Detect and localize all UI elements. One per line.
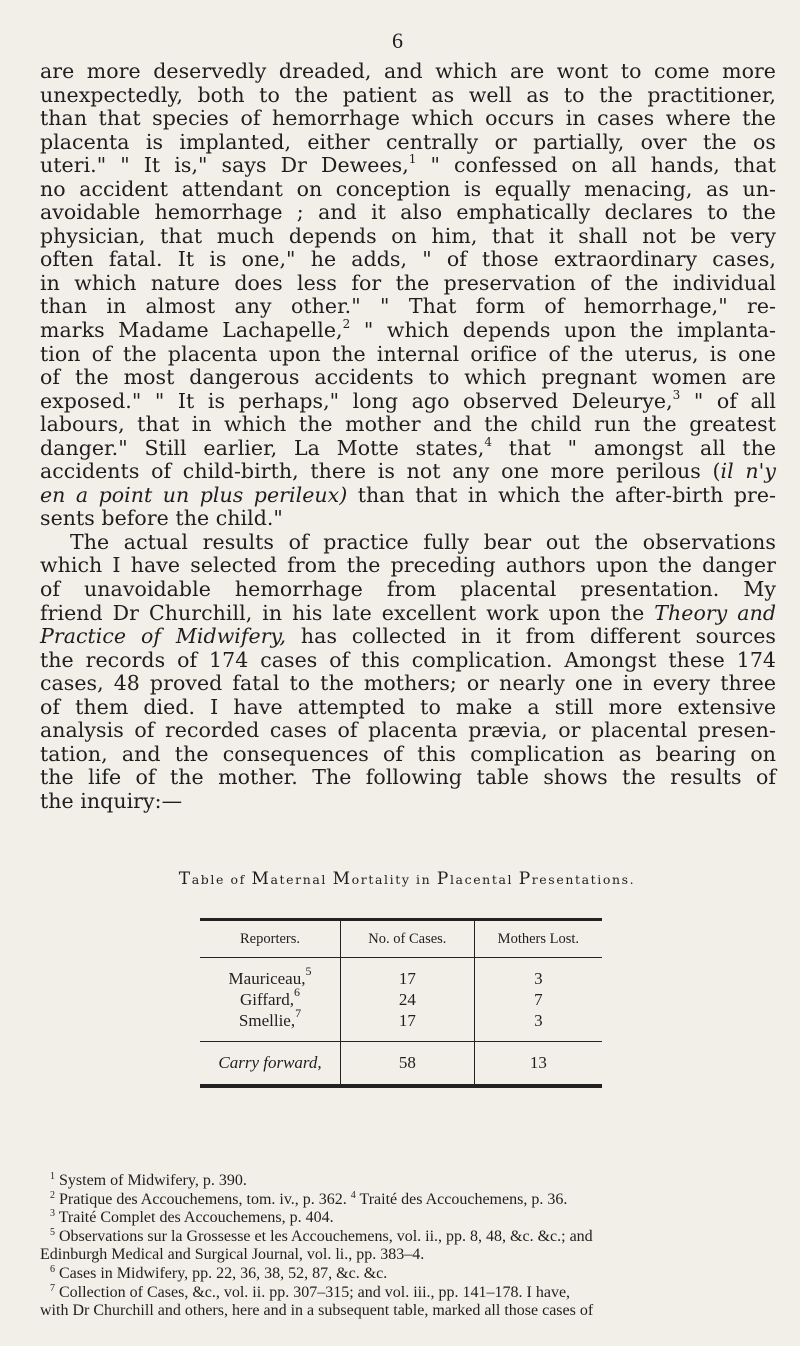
text-line: which I have selected from the preceding authors upon the danger (40, 553, 776, 578)
cases-cell (341, 958, 475, 1042)
footnote: Edinburgh Medical and Surgical Journal, vol. li., pp. 383–4. (40, 1246, 425, 1264)
reporter-name (201, 1006, 339, 1031)
lost-cell (474, 958, 602, 1042)
caption-part: able of (191, 872, 252, 887)
text-line: analysis of recorded cases of placenta prævia, or placental presen- (40, 718, 776, 743)
text-fragment: danger." Still earlier, La Motte states, (40, 435, 485, 460)
footnote-text: Collection of Cases, &c., vol. ii. pp. 307–315; and vol. iii., pp. 141–178. I have, (55, 1283, 571, 1301)
footnote-ref: 2 (342, 317, 351, 332)
text-line: unexpectedly, both to the patient as well as to the practitioner, (40, 82, 776, 107)
text-line: The actual results of practice fully bear out the observations (70, 529, 776, 554)
text-fragment: friend Dr Churchill, in his late excellent work upon the (40, 600, 655, 625)
text-line (40, 602, 776, 626)
text-line: the inquiry:— (40, 788, 183, 813)
caption-part: aternal (270, 872, 333, 887)
text-line: of them died. I have attempted to make a still more extensive (40, 694, 776, 719)
footnote (40, 1284, 778, 1303)
reporter-name (201, 964, 339, 989)
footnote-ref: 3 (672, 387, 681, 402)
reporter-label: Giffard, (240, 990, 294, 1009)
text-fragment: has collected in it from different sources (286, 624, 776, 649)
footnote (40, 1172, 778, 1191)
lost-value: 3 (534, 969, 543, 988)
text-fragment: than that in which the after-birth pre- (347, 482, 776, 507)
footnote-number: 2 (50, 1189, 55, 1201)
text-line: tion of the placenta upon the internal orifice of the uterus, is one (40, 341, 776, 366)
footnote-ref: 7 (295, 1006, 302, 1020)
footnote-text: Cases in Midwifery, pp. 22, 36, 38, 52, 87, &c. &c. (55, 1264, 388, 1282)
lost-value: 7 (534, 990, 543, 1009)
text-fragment: uteri." " It is," says Dr Dewees, (40, 153, 409, 178)
footnote: with Dr Churchill and others, here and in a subsequent table, marked all those cases of (40, 1302, 594, 1320)
cases-value: 17 (398, 1011, 416, 1030)
text-line (40, 484, 776, 508)
header-cases: No. of Cases. (341, 920, 475, 958)
mortality-table (200, 918, 602, 1088)
footnote-ref: 1 (408, 152, 417, 167)
reporter-label: Smellie, (238, 1011, 296, 1030)
text-line: tation, and the consequences of this complication as bearing on (40, 741, 776, 766)
footnote-text: Traité Complet des Accouchemens, p. 404. (55, 1209, 334, 1227)
total-lost: 13 (474, 1042, 602, 1087)
text-line: than that species of hemorrhage which occurs in cases where the (40, 106, 776, 131)
page-number: 6 (392, 28, 403, 53)
text-fragment: exposed." " It is perhaps," long ago observed Deleurye, (40, 388, 673, 413)
text-line: of unavoidable hemorrhage from placental presentation. My (40, 577, 776, 602)
footnote-text: System of Midwifery, p. 390. (55, 1172, 247, 1189)
caption-part: P (518, 869, 532, 889)
footnote-ref: 5 (305, 964, 312, 978)
text-line (40, 625, 776, 649)
header-reporters: Reporters. (200, 920, 341, 958)
cases-value: 17 (398, 969, 416, 988)
footnote-number: 6 (50, 1263, 55, 1275)
text-line: cases, 48 proved fatal to the mothers; or nearly one in every three (40, 671, 776, 696)
text-line (40, 387, 776, 414)
caption-part: T (178, 869, 192, 889)
text-line: of the most dangerous accidents to which pregnant women are (40, 365, 776, 390)
total-cases: 58 (341, 1042, 475, 1087)
text-line: often fatal. It is one," he adds, " of those extraordinary cases, (40, 247, 776, 272)
cases-value: 24 (398, 990, 416, 1009)
footnote-number: 3 (50, 1208, 55, 1220)
table-data-rows (200, 958, 602, 1042)
footnote-number: 5 (50, 1226, 55, 1238)
text-line: the records of 174 cases of this complication. Amongst these 174 (40, 647, 776, 672)
caption-part: P (436, 869, 450, 889)
text-line: than in almost any other." " That form of hemorrhage," re- (40, 294, 776, 319)
text-fragment: marks Madame Lachapelle, (40, 318, 343, 343)
reporters-cell (200, 958, 341, 1042)
table-header-row (200, 920, 602, 958)
text-line: no accident attendant on conception is equally menacing, as un- (40, 176, 776, 201)
text-line: labours, that in which the mother and the child run the greatest (40, 412, 776, 437)
table-total-row (200, 1042, 602, 1087)
text-line (40, 154, 776, 178)
footnote-text: Pratique des Accouchemens, tom. iv., p. 362. (55, 1190, 351, 1208)
reporter-name (201, 985, 339, 1010)
footnote-text: Traité des Accouchemens, p. 36. (355, 1190, 568, 1208)
text-line (40, 434, 777, 461)
lost-value: 3 (534, 1011, 543, 1030)
text-fragment-italic: Practice of Midwifery, (40, 624, 287, 649)
text-fragment-italic: en a point un plus perileux) (40, 482, 348, 507)
footnote-ref: 4 (484, 434, 493, 449)
footnote (40, 1228, 778, 1247)
caption-part: M (332, 869, 352, 889)
text-line: the life of the mother. The following table shows the results of (40, 765, 776, 790)
text-line (40, 460, 776, 484)
footnote-number: 4 (350, 1189, 356, 1201)
text-fragment: " of all (680, 388, 776, 413)
caption-part: ortality in (351, 872, 437, 887)
caption-part: resentations. (531, 872, 636, 887)
text-fragment: " which depends upon the implanta- (350, 318, 776, 343)
text-fragment-italic: Theory and (654, 600, 776, 625)
text-fragment: " confessed on all hands, that (416, 153, 776, 178)
text-line: placenta is implanted, either centrally or partially, over the os (40, 129, 776, 154)
footnote-ref: 6 (294, 985, 300, 999)
footnote (40, 1265, 778, 1284)
text-line: in which nature does less for the preservation of the individual (40, 270, 776, 295)
text-line: sents before the child." (40, 506, 283, 531)
body-text (40, 60, 776, 814)
footnote-text: Observations sur la Grossesse et les Accouchemens, vol. ii., pp. 8, 48, &c. &c.; and (55, 1227, 593, 1245)
header-mothers-lost: Mothers Lost. (474, 920, 602, 958)
reporter-label: Mauriceau, (228, 969, 306, 988)
text-fragment-italic: il n'y (720, 459, 776, 484)
footnote (40, 1209, 778, 1228)
footnote-number: 1 (50, 1171, 55, 1182)
text-line: physician, that much depends on him, that it shall not be very (40, 223, 776, 248)
caption-part: lacental (449, 872, 519, 887)
text-line: are more deservedly dreaded, and which are wont to come more (40, 59, 776, 83)
text-fragment: accidents of child-birth, there is not any one more perilous ( (40, 459, 721, 484)
table-caption (40, 869, 774, 889)
total-label: Carry forward, (218, 1053, 322, 1072)
footnote-number: 7 (50, 1282, 55, 1294)
footnotes (40, 1172, 778, 1321)
caption-part: M (251, 869, 271, 889)
text-fragment: that " amongst all the (492, 435, 777, 460)
text-line: avoidable hemorrhage ; and it also emphatically declares to the (40, 200, 776, 225)
text-line (40, 319, 776, 343)
footnote (40, 1191, 778, 1210)
